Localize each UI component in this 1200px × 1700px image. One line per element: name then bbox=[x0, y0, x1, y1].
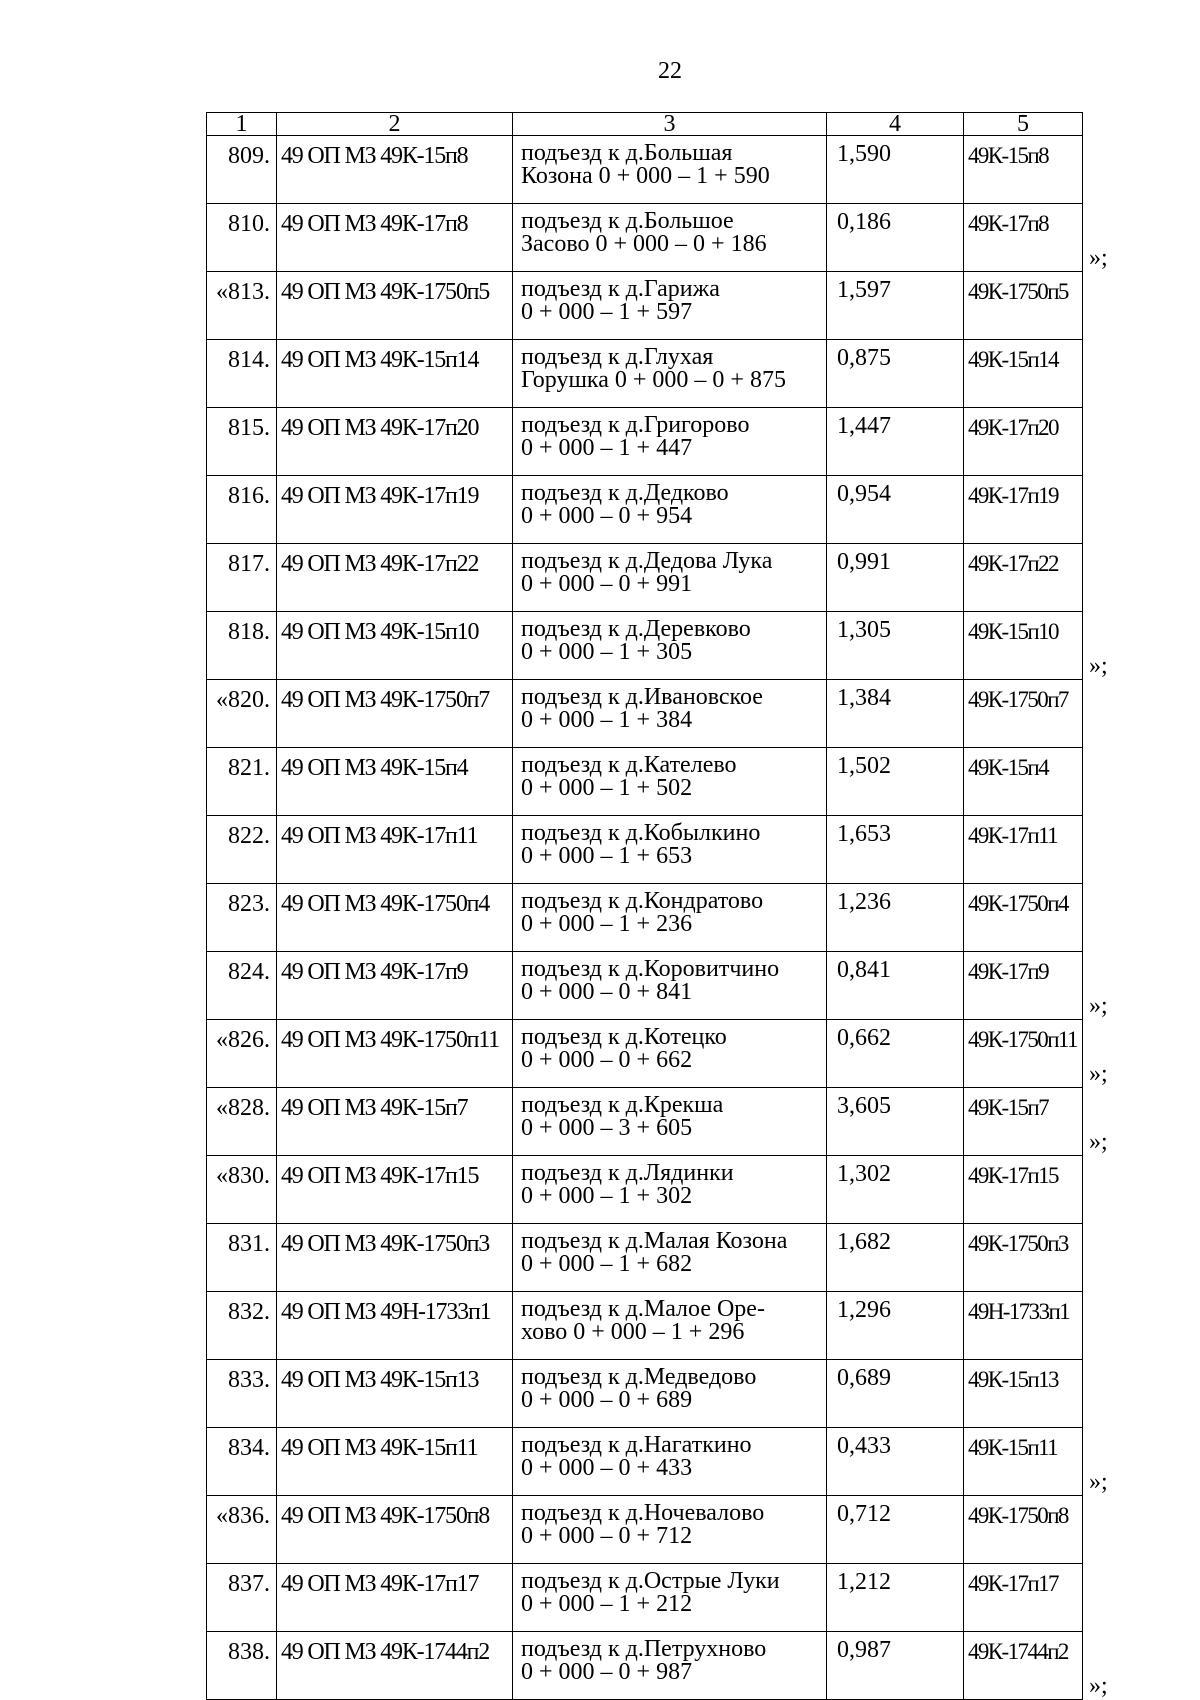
road-id: 49К-17п11 bbox=[964, 816, 1083, 884]
row-number: «830. bbox=[207, 1156, 277, 1224]
road-name bbox=[513, 1224, 827, 1292]
road-length: 1,653 bbox=[827, 816, 964, 884]
road-register-table-container bbox=[206, 112, 1108, 1700]
table-row bbox=[207, 612, 1083, 680]
road-name bbox=[513, 816, 827, 884]
row-number: 833. bbox=[207, 1360, 277, 1428]
road-code: 49 ОП МЗ 49К-15п11 bbox=[277, 1428, 513, 1496]
row-number: 824. bbox=[207, 952, 277, 1020]
row-number: 831. bbox=[207, 1224, 277, 1292]
road-code: 49 ОП МЗ 49К-17п17 bbox=[277, 1564, 513, 1632]
row-number: 832. bbox=[207, 1292, 277, 1360]
road-name-line-2: 0 + 000 – 1 + 502 bbox=[521, 775, 693, 801]
road-name-line-1: подъезд к д.Глухая bbox=[521, 344, 714, 370]
road-name-line-2: 0 + 000 – 1 + 597 bbox=[521, 299, 693, 325]
road-id: 49К-17п9 bbox=[964, 952, 1083, 1020]
road-length: 0,433 bbox=[827, 1428, 964, 1496]
road-name-line-2: 0 + 000 – 1 + 447 bbox=[521, 435, 693, 461]
road-name bbox=[513, 1360, 827, 1428]
road-length: 0,841 bbox=[827, 952, 964, 1020]
closing-quote-mark: »; bbox=[1089, 1060, 1108, 1087]
table-body bbox=[207, 136, 1108, 1700]
road-name bbox=[513, 340, 827, 408]
road-name-line-1: подъезд к д.Ночевалово bbox=[521, 1500, 765, 1526]
road-name-line-1: подъезд к д.Большая bbox=[521, 140, 733, 166]
table-row bbox=[207, 340, 1083, 408]
road-name-line-2: 0 + 000 – 1 + 236 bbox=[521, 911, 693, 937]
row-number: 823. bbox=[207, 884, 277, 952]
road-register-table bbox=[206, 112, 1108, 1700]
table-row bbox=[207, 408, 1083, 476]
road-length: 0,712 bbox=[827, 1496, 964, 1564]
road-name-line-2: 0 + 000 – 1 + 305 bbox=[521, 639, 693, 665]
road-name bbox=[513, 204, 827, 272]
road-length: 1,597 bbox=[827, 272, 964, 340]
road-name bbox=[513, 1088, 827, 1156]
road-name-line-2: 0 + 000 – 3 + 605 bbox=[521, 1115, 693, 1141]
road-length: 0,875 bbox=[827, 340, 964, 408]
road-length: 1,305 bbox=[827, 612, 964, 680]
road-name-line-1: подъезд к д.Крекша bbox=[521, 1092, 724, 1118]
road-name-line-2: 0 + 000 – 1 + 302 bbox=[521, 1183, 693, 1209]
road-length: 1,447 bbox=[827, 408, 964, 476]
table-row bbox=[207, 816, 1083, 884]
road-length: 0,186 bbox=[827, 204, 964, 272]
road-code: 49 ОП МЗ 49К-15п8 bbox=[277, 136, 513, 204]
road-id: 49К-1750п8 bbox=[964, 1496, 1083, 1564]
road-id: 49Н-1733п1 bbox=[964, 1292, 1083, 1360]
road-length: 1,302 bbox=[827, 1156, 964, 1224]
road-name bbox=[513, 1496, 827, 1564]
road-name bbox=[513, 1632, 827, 1700]
road-name-line-2: 0 + 000 – 0 + 433 bbox=[521, 1455, 693, 1481]
road-id: 49К-17п15 bbox=[964, 1156, 1083, 1224]
road-code: 49 ОП МЗ 49К-1750п11 bbox=[277, 1020, 513, 1088]
road-name-line-1: подъезд к д.Кобылкино bbox=[521, 820, 761, 846]
road-name-line-1: подъезд к д.Дедова Лука bbox=[521, 548, 773, 574]
road-name bbox=[513, 1020, 827, 1088]
road-name-line-1: подъезд к д.Коровитчино bbox=[521, 956, 780, 982]
closing-quote-mark: »; bbox=[1089, 992, 1108, 1019]
road-name bbox=[513, 1428, 827, 1496]
road-code: 49 ОП МЗ 49К-15п7 bbox=[277, 1088, 513, 1156]
road-name-line-1: подъезд к д.Григорово bbox=[521, 412, 750, 438]
road-name bbox=[513, 748, 827, 816]
road-name-line-1: подъезд к д.Кондратово bbox=[521, 888, 764, 914]
table-row bbox=[207, 544, 1083, 612]
road-id: 49К-1744п2 bbox=[964, 1632, 1083, 1700]
road-name-line-2: Козона 0 + 000 – 1 + 590 bbox=[521, 163, 770, 189]
table-row bbox=[207, 1088, 1083, 1156]
row-number: «828. bbox=[207, 1088, 277, 1156]
road-code: 49 ОП МЗ 49К-17п15 bbox=[277, 1156, 513, 1224]
road-length: 1,296 bbox=[827, 1292, 964, 1360]
road-length: 0,662 bbox=[827, 1020, 964, 1088]
road-code: 49 ОП МЗ 49К-15п4 bbox=[277, 748, 513, 816]
road-length: 1,212 bbox=[827, 1564, 964, 1632]
table-row bbox=[207, 952, 1083, 1020]
road-id: 49К-1750п4 bbox=[964, 884, 1083, 952]
road-name-line-1: подъезд к д.Острые Луки bbox=[521, 1568, 780, 1594]
road-code: 49 ОП МЗ 49К-15п14 bbox=[277, 340, 513, 408]
road-id: 49К-1750п5 bbox=[964, 272, 1083, 340]
road-name-line-2: 0 + 000 – 0 + 662 bbox=[521, 1047, 693, 1073]
road-id: 49К-1750п3 bbox=[964, 1224, 1083, 1292]
road-name bbox=[513, 136, 827, 204]
table-row bbox=[207, 884, 1083, 952]
header-col-2: 2 bbox=[277, 113, 513, 136]
table-row bbox=[207, 272, 1083, 340]
table-row bbox=[207, 1496, 1083, 1564]
row-number: 838. bbox=[207, 1632, 277, 1700]
road-name bbox=[513, 544, 827, 612]
road-name-line-1: подъезд к д.Кателево bbox=[521, 752, 737, 778]
road-name bbox=[513, 612, 827, 680]
road-code: 49 ОП МЗ 49К-1744п2 bbox=[277, 1632, 513, 1700]
road-id: 49К-15п11 bbox=[964, 1428, 1083, 1496]
row-number: 834. bbox=[207, 1428, 277, 1496]
table-row bbox=[207, 748, 1083, 816]
table-header bbox=[207, 113, 1083, 136]
road-id: 49К-15п13 bbox=[964, 1360, 1083, 1428]
road-code: 49 ОП МЗ 49К-17п19 bbox=[277, 476, 513, 544]
page-number: 22 bbox=[658, 58, 682, 84]
road-name-line-1: подъезд к д.Нагаткино bbox=[521, 1432, 752, 1458]
road-name-line-2: 0 + 000 – 0 + 987 bbox=[521, 1659, 693, 1685]
table-row bbox=[207, 680, 1083, 748]
row-number: «813. bbox=[207, 272, 277, 340]
closing-quote-mark: »; bbox=[1089, 1468, 1108, 1495]
table-row bbox=[207, 204, 1083, 272]
closing-quote-mark: »; bbox=[1089, 1672, 1108, 1699]
row-number: 817. bbox=[207, 544, 277, 612]
road-name-line-1: подъезд к д.Лядинки bbox=[521, 1160, 734, 1186]
road-name bbox=[513, 1156, 827, 1224]
road-name bbox=[513, 476, 827, 544]
table-row bbox=[207, 1156, 1083, 1224]
road-name bbox=[513, 884, 827, 952]
closing-quote-mark: »; bbox=[1089, 652, 1108, 679]
road-name-line-2: хово 0 + 000 – 1 + 296 bbox=[521, 1319, 745, 1345]
table-row bbox=[207, 1020, 1083, 1088]
road-name bbox=[513, 1292, 827, 1360]
road-id: 49К-17п17 bbox=[964, 1564, 1083, 1632]
road-name bbox=[513, 1564, 827, 1632]
road-code: 49 ОП МЗ 49К-15п10 bbox=[277, 612, 513, 680]
road-name-line-2: 0 + 000 – 0 + 991 bbox=[521, 571, 693, 597]
road-name bbox=[513, 272, 827, 340]
road-code: 49 ОП МЗ 49Н-1733п1 bbox=[277, 1292, 513, 1360]
road-name-line-2: 0 + 000 – 1 + 653 bbox=[521, 843, 693, 869]
road-code: 49 ОП МЗ 49К-1750п7 bbox=[277, 680, 513, 748]
header-row bbox=[207, 113, 1083, 136]
road-code: 49 ОП МЗ 49К-1750п8 bbox=[277, 1496, 513, 1564]
row-number: 815. bbox=[207, 408, 277, 476]
table-row bbox=[207, 1564, 1083, 1632]
row-number: «836. bbox=[207, 1496, 277, 1564]
road-length: 1,236 bbox=[827, 884, 964, 952]
road-length: 1,502 bbox=[827, 748, 964, 816]
road-code: 49 ОП МЗ 49К-1750п3 bbox=[277, 1224, 513, 1292]
road-name-line-1: подъезд к д.Медведово bbox=[521, 1364, 757, 1390]
row-number: 809. bbox=[207, 136, 277, 204]
road-length: 0,689 bbox=[827, 1360, 964, 1428]
road-name-line-2: 0 + 000 – 0 + 712 bbox=[521, 1523, 693, 1549]
road-name-line-1: подъезд к д.Малая Козона bbox=[521, 1228, 788, 1254]
row-number: «820. bbox=[207, 680, 277, 748]
table-row bbox=[207, 136, 1083, 204]
road-id: 49К-17п8 bbox=[964, 204, 1083, 272]
closing-quote-mark: »; bbox=[1089, 244, 1108, 271]
header-col-1: 1 bbox=[207, 113, 277, 136]
road-name-line-2: 0 + 000 – 1 + 682 bbox=[521, 1251, 693, 1277]
road-name-line-1: подъезд к д.Деревково bbox=[521, 616, 751, 642]
road-name-line-2: Горушка 0 + 000 – 0 + 875 bbox=[521, 367, 786, 393]
row-number: 822. bbox=[207, 816, 277, 884]
road-code: 49 ОП МЗ 49К-17п9 bbox=[277, 952, 513, 1020]
road-code: 49 ОП МЗ 49К-15п13 bbox=[277, 1360, 513, 1428]
road-id: 49К-15п7 bbox=[964, 1088, 1083, 1156]
road-name-line-2: 0 + 000 – 1 + 384 bbox=[521, 707, 693, 733]
road-name-line-1: подъезд к д.Петрухново bbox=[521, 1636, 767, 1662]
road-name-line-1: подъезд к д.Большое bbox=[521, 208, 734, 234]
row-number: 814. bbox=[207, 340, 277, 408]
road-code: 49 ОП МЗ 49К-17п22 bbox=[277, 544, 513, 612]
road-length: 0,987 bbox=[827, 1632, 964, 1700]
road-name-line-1: подъезд к д.Котецко bbox=[521, 1024, 727, 1050]
road-code: 49 ОП МЗ 49К-1750п4 bbox=[277, 884, 513, 952]
row-number: 821. bbox=[207, 748, 277, 816]
road-name-line-2: 0 + 000 – 1 + 212 bbox=[521, 1591, 693, 1617]
road-name bbox=[513, 952, 827, 1020]
road-code: 49 ОП МЗ 49К-17п20 bbox=[277, 408, 513, 476]
header-col-5: 5 bbox=[964, 113, 1083, 136]
road-code: 49 ОП МЗ 49К-17п11 bbox=[277, 816, 513, 884]
table-row bbox=[207, 1632, 1083, 1700]
road-name-line-2: Засово 0 + 000 – 0 + 186 bbox=[521, 231, 767, 257]
row-number: 837. bbox=[207, 1564, 277, 1632]
road-id: 49К-15п14 bbox=[964, 340, 1083, 408]
road-id: 49К-15п10 bbox=[964, 612, 1083, 680]
road-id: 49К-17п20 bbox=[964, 408, 1083, 476]
road-name-line-2: 0 + 000 – 0 + 954 bbox=[521, 503, 693, 529]
road-length: 0,991 bbox=[827, 544, 964, 612]
road-length: 0,954 bbox=[827, 476, 964, 544]
road-name bbox=[513, 680, 827, 748]
header-col-3: 3 bbox=[513, 113, 827, 136]
table-row bbox=[207, 1428, 1083, 1496]
header-col-4: 4 bbox=[827, 113, 964, 136]
road-length: 1,682 bbox=[827, 1224, 964, 1292]
road-name-line-2: 0 + 000 – 0 + 689 bbox=[521, 1387, 693, 1413]
table-row bbox=[207, 476, 1083, 544]
road-length: 1,384 bbox=[827, 680, 964, 748]
closing-quote-mark: »; bbox=[1089, 1128, 1108, 1155]
row-number: 818. bbox=[207, 612, 277, 680]
road-id: 49К-1750п11 bbox=[964, 1020, 1083, 1088]
road-name-line-1: подъезд к д.Дедково bbox=[521, 480, 729, 506]
road-id: 49К-1750п7 bbox=[964, 680, 1083, 748]
road-id: 49К-15п8 bbox=[964, 136, 1083, 204]
road-name-line-2: 0 + 000 – 0 + 841 bbox=[521, 979, 693, 1005]
road-name-line-1: подъезд к д.Малое Оре- bbox=[521, 1296, 765, 1322]
row-number: 816. bbox=[207, 476, 277, 544]
road-name-line-1: подъезд к д.Ивановское bbox=[521, 684, 763, 710]
road-code: 49 ОП МЗ 49К-17п8 bbox=[277, 204, 513, 272]
road-id: 49К-17п22 bbox=[964, 544, 1083, 612]
row-number: 810. bbox=[207, 204, 277, 272]
table-row bbox=[207, 1360, 1083, 1428]
table-row bbox=[207, 1224, 1083, 1292]
road-name-line-1: подъезд к д.Гарижа bbox=[521, 276, 720, 302]
row-number: «826. bbox=[207, 1020, 277, 1088]
road-id: 49К-15п4 bbox=[964, 748, 1083, 816]
road-code: 49 ОП МЗ 49К-1750п5 bbox=[277, 272, 513, 340]
road-name bbox=[513, 408, 827, 476]
road-length: 3,605 bbox=[827, 1088, 964, 1156]
road-length: 1,590 bbox=[827, 136, 964, 204]
table-row bbox=[207, 1292, 1083, 1360]
road-id: 49К-17п19 bbox=[964, 476, 1083, 544]
